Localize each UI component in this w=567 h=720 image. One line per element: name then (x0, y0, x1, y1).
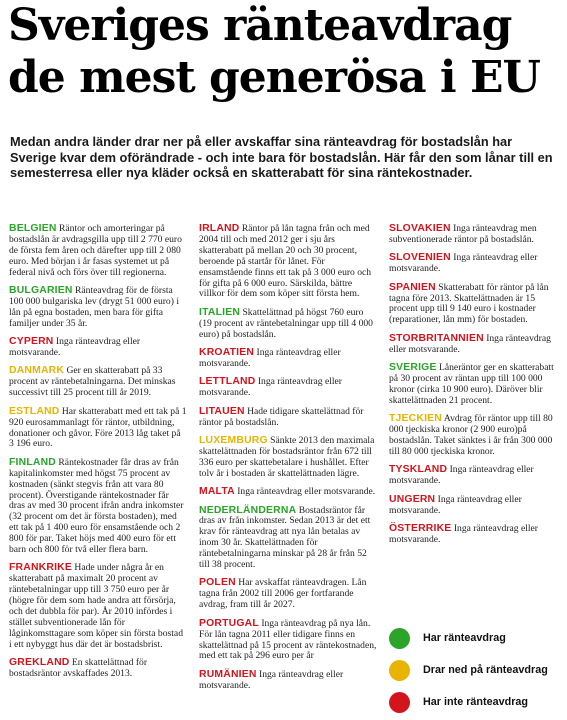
country-entry (389, 283, 561, 327)
country-entry (199, 436, 377, 480)
country-name: ESTLAND (9, 405, 60, 417)
column-1 (9, 224, 187, 688)
country-name: LITAUEN (199, 405, 245, 417)
country-entry (199, 377, 377, 399)
country-entry (199, 506, 377, 571)
country-text: Skattelättnad på högst 760 euro (19 procent av räntebetalningar upp till 4 000 euro) på bostadslån. (199, 306, 373, 340)
country-entry (9, 407, 187, 451)
country-entry (9, 458, 187, 556)
legend-label: Har inte ränteavdrag (423, 696, 529, 708)
column-3 (389, 224, 561, 553)
country-name: KROATIEN (199, 347, 255, 359)
country-text: Inga ränteavdrag eller motsvarande. (389, 252, 538, 275)
country-entry (389, 253, 561, 275)
legend-label: Drar ned på ränteavdrag (423, 664, 548, 676)
country-entry (389, 495, 561, 517)
headline-line-1: Sveriges ränteavdrag (8, 0, 512, 51)
country-entry (199, 308, 377, 341)
country-entry (199, 224, 377, 300)
country-name: NEDERLÄNDERNA (199, 504, 297, 516)
country-entry (199, 578, 377, 611)
country-name: BELGIEN (9, 223, 57, 234)
country-entry (9, 224, 187, 279)
country-entry (389, 363, 561, 407)
country-text: Inga ränteavdrag eller motsvarande. (237, 486, 376, 498)
country-text: Inga ränteavdrag eller motsvarande. (199, 376, 343, 399)
country-name: BULGARIEN (9, 285, 73, 297)
country-name: SVERIGE (389, 362, 437, 374)
country-text: En skattelättnad för bostadsräntor avskaffades 2013. (9, 657, 148, 680)
country-name: CYPERN (9, 336, 54, 348)
country-name: SLOVENIEN (389, 252, 451, 264)
country-entry (199, 348, 377, 370)
country-entry (389, 334, 561, 356)
country-text: Inga ränteavdrag eller motsvarande. (199, 668, 344, 691)
column-2 (199, 224, 377, 699)
country-entry (389, 224, 561, 246)
ingress: Medan andra länder drar ner på eller avskaffar sina ränteavdrag för bostadslån har Sverige kvar dem oförändrade - och inte bara för bostadslån. Här får den som lånar till en semesterresa eller nya kläder också en skatterabatt för sina räntekostnader. (10, 134, 553, 180)
country-entry (9, 563, 187, 650)
country-entry (389, 414, 561, 458)
country-name: TJECKIEN (389, 413, 442, 425)
country-name: RUMÄNIEN (199, 668, 257, 680)
country-text: Har avskaffat ränteavdragen. Lån tagna från 2002 till 2006 ger fortfarande avdrag, fram till år 2027. (199, 577, 367, 611)
country-entry (9, 366, 187, 399)
country-entry (199, 619, 377, 663)
legend-item (389, 686, 561, 718)
legend-label: Har ränteavdrag (423, 632, 506, 644)
green-dot-icon (389, 628, 410, 649)
country-name: ÖSTERRIKE (389, 522, 452, 534)
country-name: DANMARK (9, 365, 65, 377)
country-name: LUXEMBURG (199, 435, 268, 446)
country-text: Sänkte 2013 den maximala skattelättnaden för bostadsräntor från 672 till 336 euro per skattebetalare i hushållet. Efter tolv år i bostaden är skattelättnaden lägre. (199, 435, 375, 479)
legend (389, 622, 561, 718)
country-text: Inga ränteavdrag eller motsvarande. (389, 332, 551, 355)
country-name: TYSKLAND (389, 464, 448, 476)
country-text: Inga ränteavdrag eller motsvarande. (9, 336, 141, 359)
headline (8, 0, 563, 104)
country-text: Inga ränteavdrag men subventionerade räntor på bostadslån. (389, 223, 537, 245)
country-name: STORBRITANNIEN (389, 332, 484, 344)
country-name: SPANIEN (389, 281, 436, 293)
country-text: Inga ränteavdrag på nya lån. För lån tagna 2011 eller tidigare finns en skattelättnad på 15 procent av räntekostnaden, med ett tak på 296 euro per år (199, 617, 377, 662)
country-name: MALTA (199, 486, 235, 498)
country-text: Inga ränteavdrag eller motsvarande. (389, 464, 534, 487)
country-text: Räntor på lån tagna från och med 2004 till och med 2012 ger i sju års skatterabatt på mellan 20 och 30 procent, beroende på startår för lånet. För ensamstående finns ett tak på 3 000 euro och för gifta på 6 000 euro. Särskilda, bättre villkor för dem som köper sitt första hem. (199, 223, 372, 300)
country-entry (389, 465, 561, 487)
country-name: SLOVAKIEN (389, 223, 451, 234)
country-text: Har skatterabatt med ett tak på 1 920 eurosammanlagt för räntor, utbildning, donationer och gåvor. Före 2013 låg taket på 3 196 euro. (9, 405, 187, 450)
country-name: POLEN (199, 577, 236, 589)
country-text: Låneräntor ger en skatterabatt på 30 procent av räntan upp till 100 000 kronor (cirka 10 900 euro). Däröver blir skattelättnaden 21 procent. (389, 362, 554, 406)
country-entry (199, 487, 377, 498)
country-text: Hade under några år en skatterabatt på maximalt 20 procent av räntebetalningar upp till 3 750 euro per år (högre för dem som hade andra att försörja, och det dubbla för par). År 2010 infördes i stället subventionerade lån för låginkomsttagare som köper sin första bostad i ett nybyggt hus där det är bostadsbrist. (9, 562, 183, 650)
country-name: IRLAND (199, 223, 240, 234)
legend-item (389, 654, 561, 686)
country-entry (389, 524, 561, 546)
country-text: Bostadsräntor får dras av från inkomster. Sedan 2013 är det ett krav för ränteavdrag att nya lån betalas av inom 30 år. Skattelättnaden för räntebetalningarna minskar på 28 år från 52 till 38 procent. (199, 504, 371, 571)
country-text: Inga ränteavdrag eller motsvarande. (389, 493, 522, 516)
country-entry (9, 337, 187, 359)
country-text: Inga ränteavdrag eller motsvarande. (199, 347, 341, 369)
country-name: LETTLAND (199, 376, 256, 388)
country-name: UNGERN (389, 493, 436, 505)
country-text: Räntor och amorteringar på bostadslån är avdragsgilla upp till 2 770 euro de första fem åren och därefter upp till 2 080 euro. Med början i år fasas systemet ut på federal nivå och förs över till regionerna. (9, 223, 182, 278)
country-entry (9, 286, 187, 330)
country-name: ITALIEN (199, 306, 241, 318)
country-name: PORTUGAL (199, 617, 259, 629)
country-entry (199, 670, 377, 692)
headline-line-2: de mest generösa i EU (8, 52, 540, 103)
legend-item (389, 622, 561, 654)
red-dot-icon (389, 692, 410, 713)
country-name: FINLAND (9, 456, 56, 468)
country-text: Ränteavdrag för de första 100 000 bulgariska lev (drygt 51 000 euro) i lån på egna bostaden, men bara för gifta familjer under 35 år. (9, 285, 179, 329)
country-entry (199, 407, 377, 429)
country-text: Ger en skatterabatt på 33 procent av räntebetalningarna. Det minskas successivt till 25 procent till år 2019. (9, 365, 176, 399)
country-entry (9, 658, 187, 680)
country-text: Skatterabatt för räntor på lån tagna före 2013. Skattelättnaden är 15 procent upp till 9 140 euro i kostnader (reparationer, lån mm) för bostaden. (389, 281, 549, 326)
country-text: Hade tidigare skattelättnad för räntor på bostadslån. (199, 405, 364, 428)
yellow-dot-icon (389, 660, 410, 681)
country-text: Inga ränteavdrag eller motsvarande. (389, 522, 538, 545)
country-name: FRANKRIKE (9, 562, 72, 574)
country-text: Räntekostnader får dras av från kapitalinkomster med högst 75 procent av kostnaden (sänkt stegvis från att vara 80 procent). Överstigande räntekostnader får dras av med 30 procent ifrån andra inkomster (32 procent om det är första bostaden), med ett tak på 1 400 euro för ensamstående och 2 800 för par. Taket höjs med 400 euro för ett barn och 800 för två eller flera barn. (9, 456, 184, 556)
country-name: GREKLAND (9, 657, 70, 669)
country-text: Avdrag för räntor upp till 80 000 tjeckiska kronor (2 900 euro)på bostadslån. Taket sänktes i år från 300 000 till 80 000 tjeckiska kronor. (389, 413, 553, 457)
